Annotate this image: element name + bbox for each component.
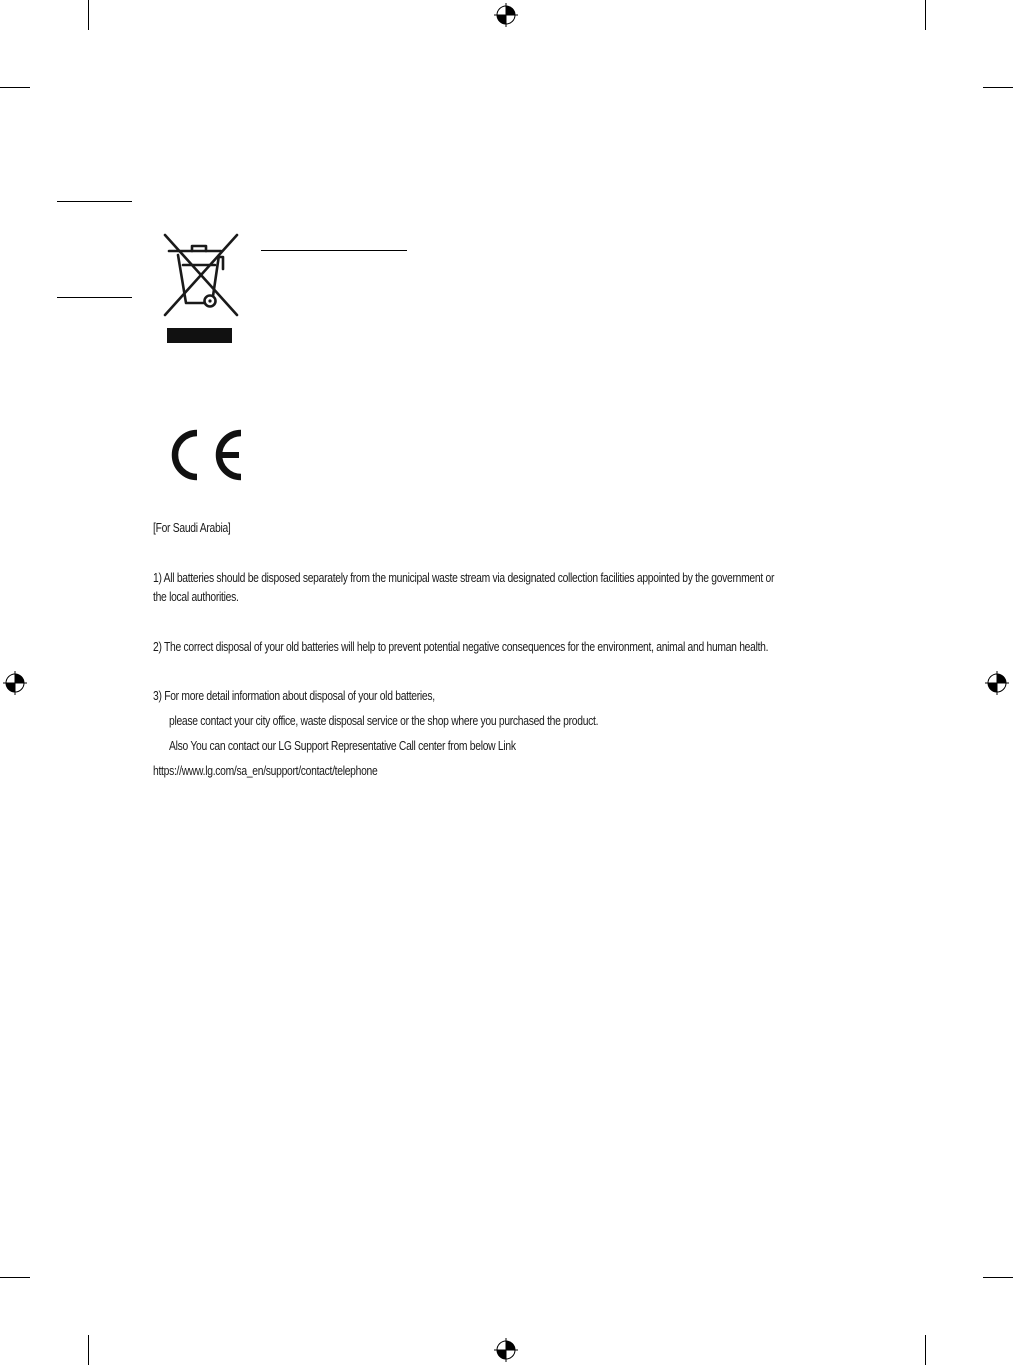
sidebar-rule-top: [57, 201, 132, 202]
sidebar-rule-bottom: [57, 297, 132, 298]
crop-mark-top-left-horizontal: [0, 87, 30, 88]
support-link[interactable]: https://www.lg.com/sa_en/support/contact/telephone: [153, 764, 378, 778]
crop-mark-bottom-left-vertical: [88, 1335, 89, 1365]
crop-mark-top-left-vertical: [88, 0, 89, 30]
crossed-out-wheelie-bin-icon: [163, 233, 241, 345]
item1-line2: the local authorities.: [153, 590, 239, 604]
registration-mark-icon: [3, 671, 27, 695]
item3-line2: please contact your city office, waste disposal service or the shop where you purchased the product.: [169, 714, 599, 728]
crop-mark-bottom-left-horizontal: [0, 1277, 30, 1278]
item1-line1: 1) All batteries should be disposed separately from the municipal waste stream via designated collection facilities appointed by the government or: [153, 571, 775, 585]
item2: 2) The correct disposal of your old batteries will help to prevent potential negative consequences for the environment, animal and human health.: [153, 640, 769, 654]
section-header-rule: [261, 250, 407, 251]
item3-line3: Also You can contact our LG Support Representative Call center from below Link: [169, 739, 516, 753]
ce-mark-icon: [163, 424, 247, 486]
saudi-heading: [For Saudi Arabia]: [153, 521, 231, 535]
registration-mark-icon: [985, 671, 1009, 695]
crop-mark-bottom-right-horizontal: [983, 1277, 1013, 1278]
registration-mark-icon: [494, 3, 518, 27]
crop-mark-top-right-vertical: [925, 0, 926, 30]
crop-mark-top-right-horizontal: [983, 87, 1013, 88]
registration-mark-icon: [494, 1338, 518, 1362]
crop-mark-bottom-right-vertical: [925, 1335, 926, 1365]
item3-line1: 3) For more detail information about disposal of your old batteries,: [153, 689, 435, 703]
